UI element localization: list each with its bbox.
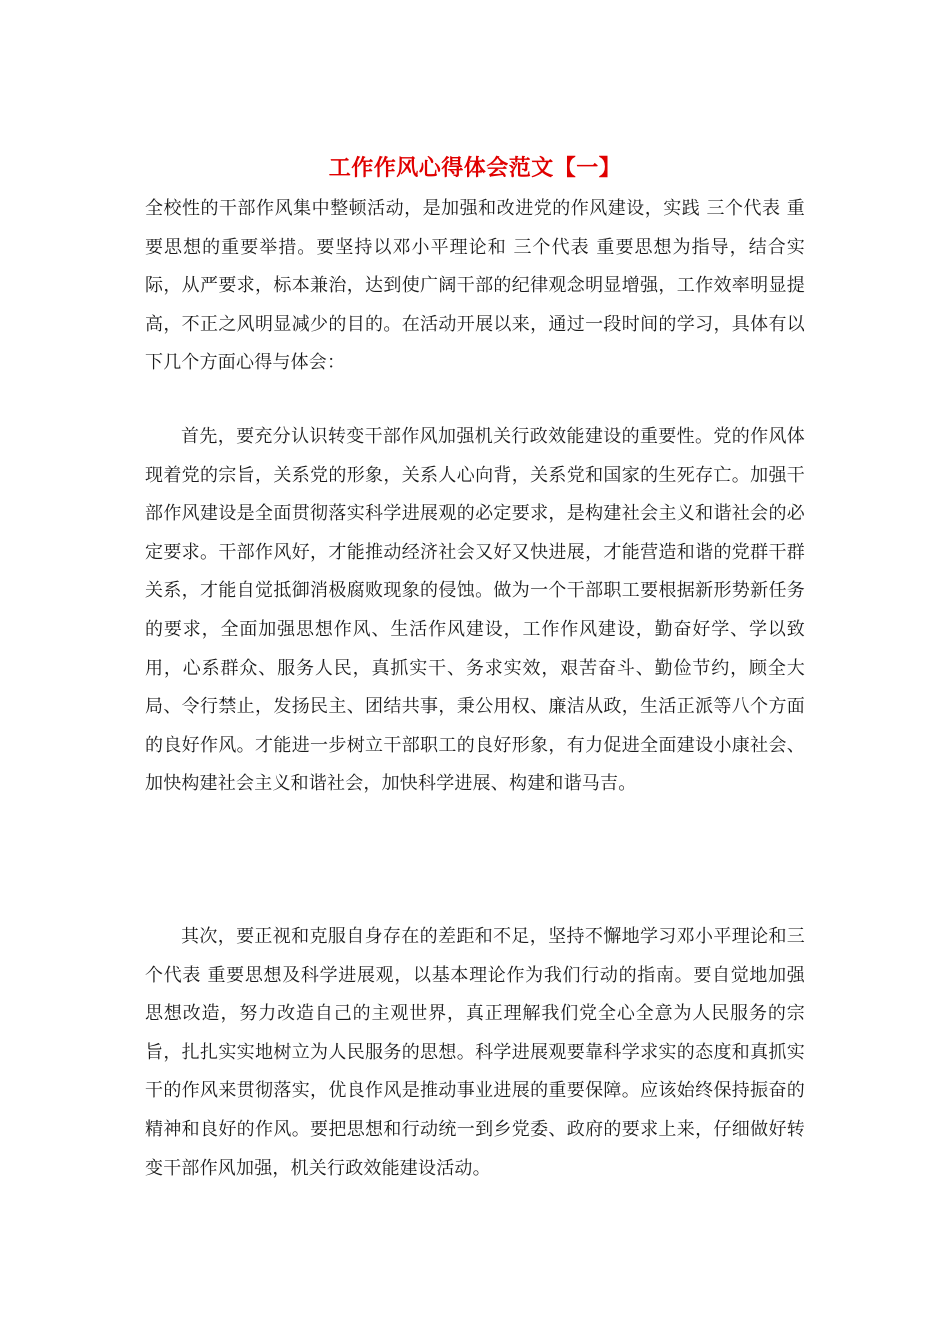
paragraph-first: 首先，要充分认识转变干部作风加强机关行政效能建设的重要性。党的作风体现着党的宗旨，关系党的形象，关系人心向背，关系党和国家的生死存亡。加强干部作风建设是全面贯彻落实科学进展观的必定要求，是构建社会主义和谐社会的必定要求。干部作风好，才能推动经济社会又好又快进展，才能营造和谐的党群干群关系，才能自觉抵御消极腐败现象的侵蚀。做为一个干部职工要根据新形势新任务的要求，全面加强思想作风、生活作风建设，工作作风建设，勤奋好学、学以致用，心系群众、服务人民，真抓实干、务求实效，艰苦奋斗、勤俭节约，顾全大局、令行禁止，发扬民主、团结共事，秉公用权、廉洁从政，生活正派等八个方面的良好作风。才能进一步树立干部职工的良好形象，有力促进全面建设小康社会、加快构建社会主义和谐社会，加快科学进展、构建和谐马吉。 [145,426,805,795]
paragraph-intro: 全校性的干部作风集中整顿活动，是加强和改进党的作风建设，实践 三个代表 重要思想的重要举措。要坚持以邓小平理论和 三个代表 重要思想为指导，结合实际，从严要求，标本兼治，达到使广阔干部的纪律观念明显增强，工作效率明显提高，不正之风明显减少的目的。在活动开展以来，通过一段时间的学习，具体有以下几个方面心得与体会： [145,198,805,374]
paragraph-second: 其次，要正视和克服自身存在的差距和不足，坚持不懈地学习邓小平理论和三个代表 重要思想及科学进展观，以基本理论作为我们行动的指南。要自觉地加强思想改造，努力改造自己的主观世界，真正理解我们党全心全意为人民服务的宗旨，扎扎实实地树立为人民服务的思想。科学进展观要靠科学求实的态度和真抓实干的作风来贯彻落实，优良作风是推动事业进展的重要保障。应该始终保持振奋的精神和良好的作风。要把思想和行动统一到乡党委、政府的要求上来，仔细做好转变干部作风加强，机关行政效能建设活动。 [145,926,805,1179]
document-title: 工作作风心得体会范文【一】 [328,155,622,181]
